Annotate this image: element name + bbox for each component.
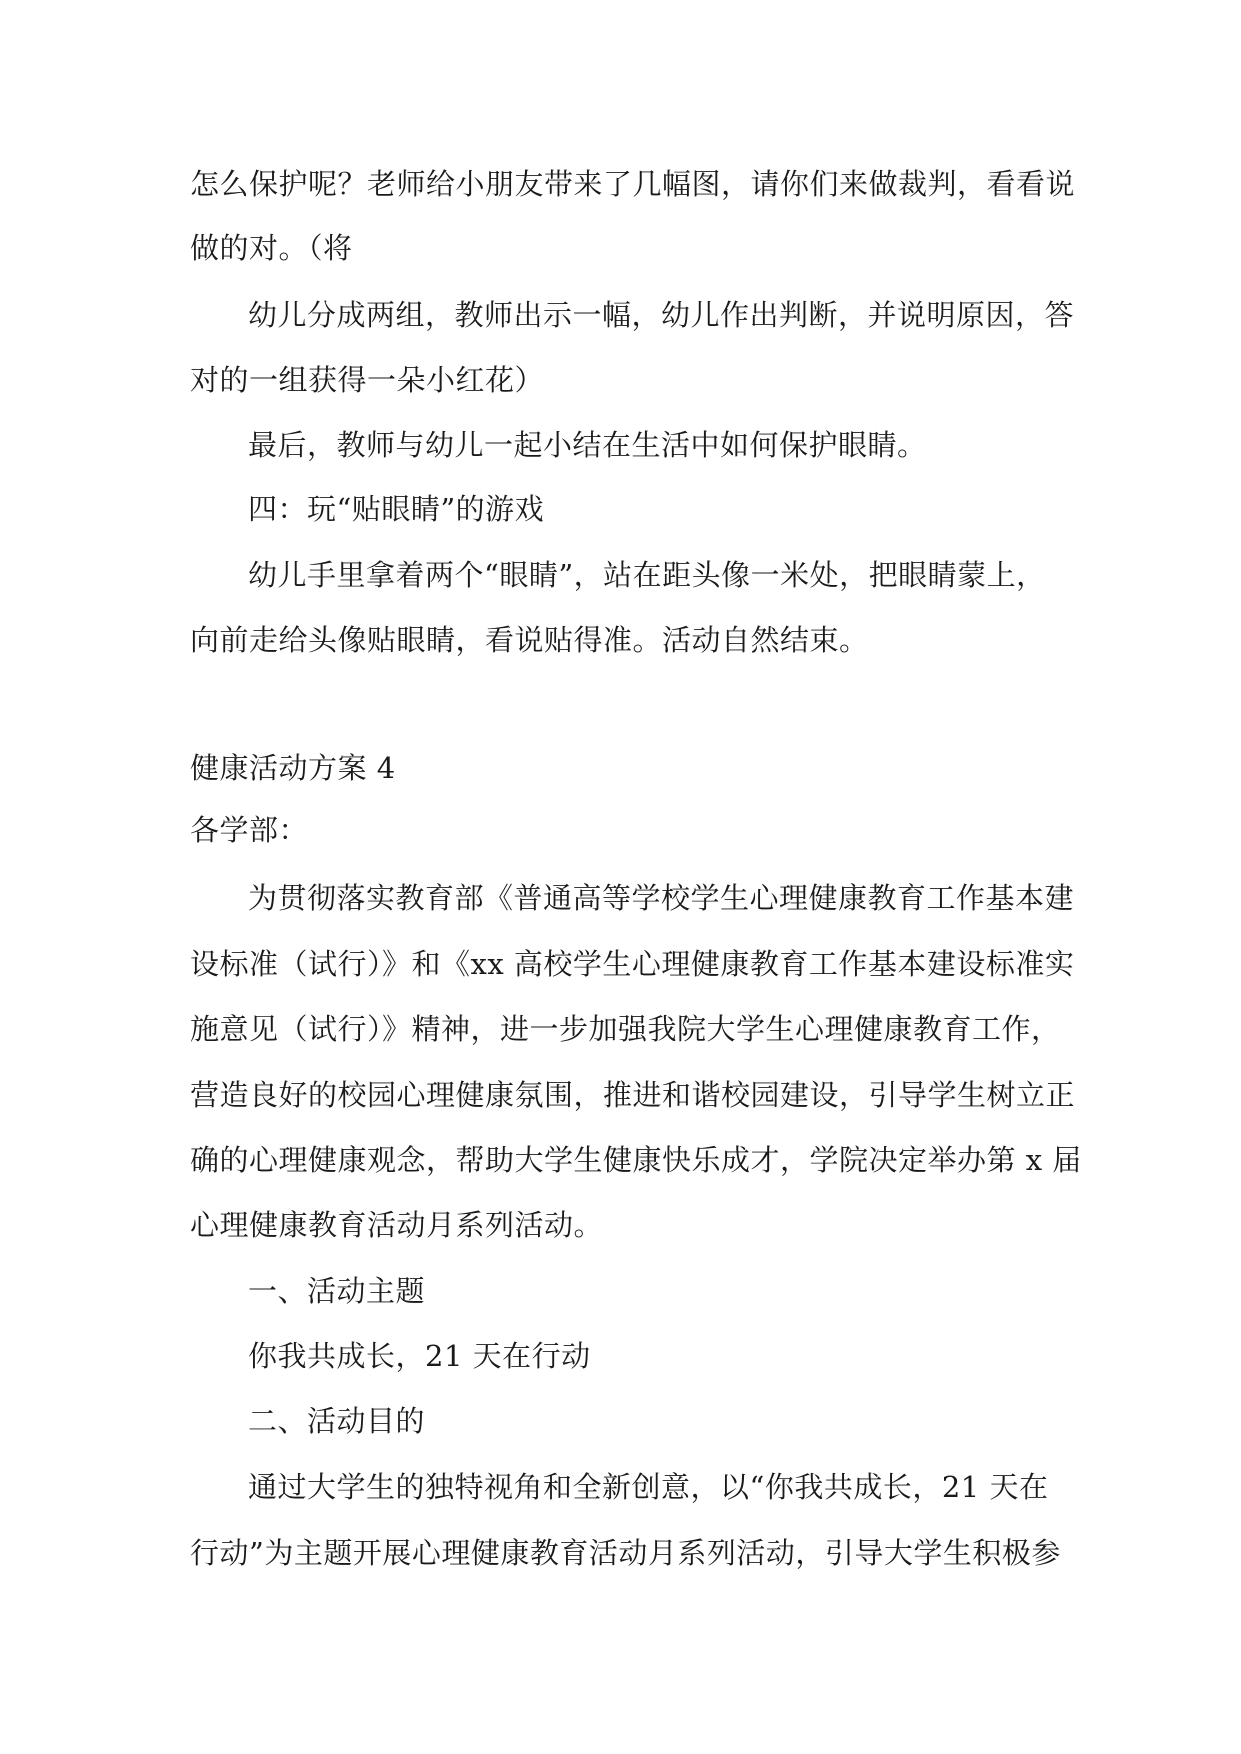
section-heading: 四：玩“贴眼睛”的游戏: [248, 492, 545, 526]
text-line: 幼儿手里拿着两个“眼睛”，站在距头像一米处，把眼睛蒙上，: [248, 558, 1046, 592]
text-line: 幼儿分成两组，教师出示一幅，幼儿作出判断，并说明原因，答: [248, 298, 1075, 332]
section-heading: 一、活动主题: [248, 1274, 426, 1308]
text-line: 对的一组获得一朵小红花）: [190, 363, 545, 397]
salutation: 各学部：: [190, 813, 309, 847]
text-line: 行动”为主题开展心理健康教育活动月系列活动，引导大学生积极参: [190, 1536, 1061, 1570]
text-line: 设标准（试行）》和《xx 高校学生心理健康教育工作基本建设标准实: [190, 947, 1075, 981]
text-line: 通过大学生的独特视角和全新创意，以“你我共成长，21 天在: [248, 1470, 1049, 1504]
text-line: 怎么保护呢？老师给小朋友带来了几幅图，请你们来做裁判，看看说: [190, 167, 1076, 201]
text-line: 向前走给头像贴眼睛，看说贴得准。活动自然结束。: [190, 623, 869, 657]
text-line: 营造良好的校园心理健康氛围，推进和谐校园建设，引导学生树立正: [190, 1078, 1076, 1112]
text-line: 最后，教师与幼儿一起小结在生活中如何保护眼睛。: [248, 428, 927, 462]
text-line: 为贯彻落实教育部《普通高等学校学生心理健康教育工作基本建: [248, 881, 1075, 915]
text-line: 确的心理健康观念，帮助大学生健康快乐成才，学院决定举办第 x 届: [190, 1143, 1082, 1177]
document-title: 健康活动方案 4: [190, 751, 396, 785]
text-line: 心理健康教育活动月系列活动。: [190, 1208, 604, 1242]
text-line: 做的对。（将: [190, 231, 353, 265]
text-line: 施意见（试行）》精神，进一步加强我院大学生心理健康教育工作，: [190, 1012, 1061, 1046]
section-heading: 二、活动目的: [248, 1404, 426, 1438]
text-line: 你我共成长，21 天在行动: [248, 1339, 591, 1373]
